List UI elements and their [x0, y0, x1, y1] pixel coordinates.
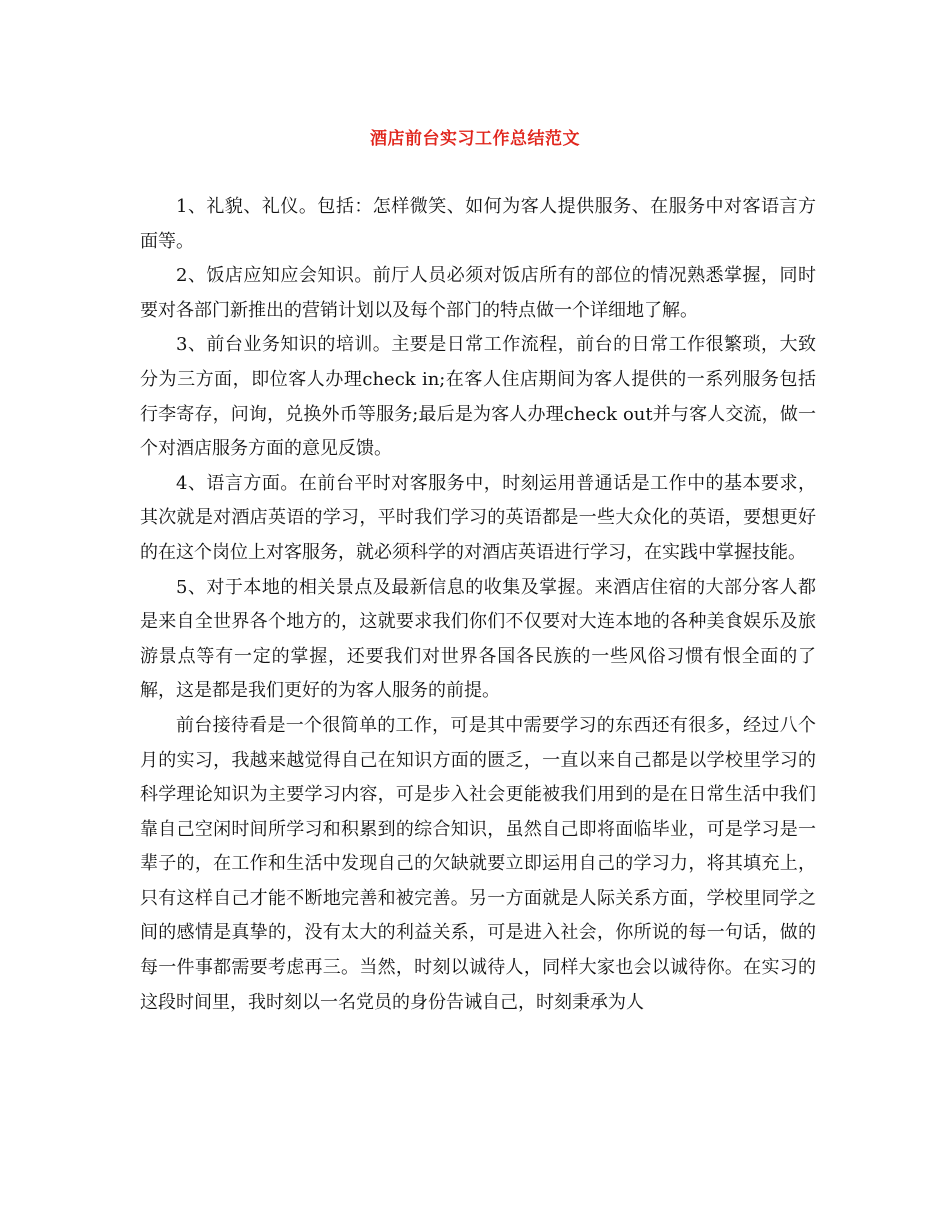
paragraph-3: 3、前台业务知识的培训。主要是日常工作流程，前台的日常工作很繁琐，大致分为三方面，即位客人办理check in;在客人住店期间为客人提供的一系列服务包括行李寄存，问询，兑换外币等服务;最后是为客人办理check out并与客人交流，做一个对酒店服务方面的意见反馈。 — [140, 334, 816, 460]
paragraph-2: 2、饭店应知应会知识。前厅人员必须对饭店所有的部位的情况熟悉掌握，同时要对各部门新推出的营销计划以及每个部门的特点做一个详细地了解。 — [140, 265, 816, 321]
paragraph-6: 前台接待看是一个很简单的工作，可是其中需要学习的东西还有很多，经过八个月的实习，我越来越觉得自己在知识方面的匮乏，一直以来自己都是以学校里学习的科学理论知识为主要学习内容，可是步入社会更能被我们用到的是在日常生活中我们靠自己空闲时间所学习和积累到的综合知识，虽然自己即将面临毕业，可是学习是一辈子的，在工作和生活中发现自己的欠缺就要立即运用自己的学习力，将其填充上，只有这样自己才能不断地完善和被完善。另一方面就是人际关系方面，学校里同学之间的感情是真挚的，没有太大的利益关系，可是进入社会，你所说的每一句话，做的每一件事都需要考虑再三。当然，时刻以诚待人，同样大家也会以诚待你。在实习的这段时间里，我时刻以一名党员的身份告诫自己，时刻秉承为人 — [140, 714, 816, 1013]
paragraph-1: 1、礼貌、礼仪。包括：怎样微笑、如何为客人提供服务、在服务中对客语言方面等。 — [140, 196, 816, 252]
document-body — [140, 190, 816, 1020]
paragraph-5: 5、对于本地的相关景点及最新信息的收集及掌握。来酒店住宿的大部分客人都是来自全世界各个地方的，这就要求我们你们不仅要对大连本地的各种美食娱乐及旅游景点等有一定的掌握，还要我们对世界各国各民族的一些风俗习惯有恨全面的了解，这是都是我们更好的为客人服务的前提。 — [140, 576, 816, 702]
paragraph-4: 4、语言方面。在前台平时对客服务中，时刻运用普通话是工作中的基本要求，其次就是对酒店英语的学习，平时我们学习的英语都是一些大众化的英语，要想更好的在这个岗位上对客服务，就必须科学的对酒店英语进行学习，在实践中掌握技能。 — [140, 472, 816, 563]
document-title: 酒店前台实习工作总结范文 — [370, 129, 580, 149]
